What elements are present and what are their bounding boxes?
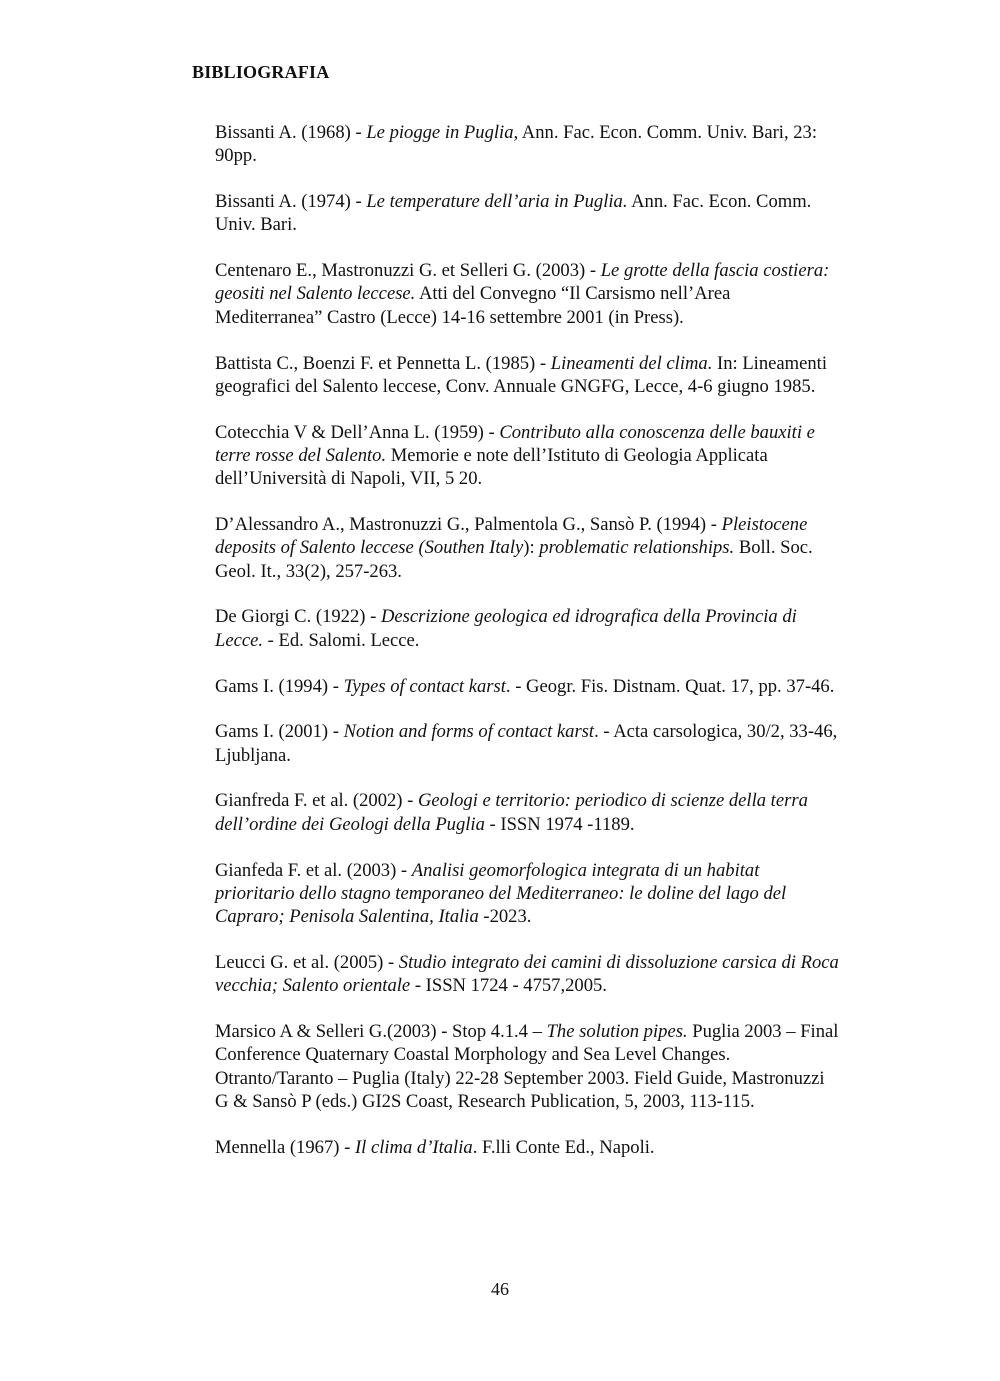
reference-entry: De Giorgi C. (1922) - Descrizione geologica ed idrografica della Provincia di Lecce. - Ed. Salomi. Lecce. <box>215 606 797 651</box>
reference-entry: Gianfeda F. et al. (2003) - Analisi geomorfologica integrata di un habitat prioritario dello stagno temporaneo del Mediterraneo: le doline del lago del Capraro; Penisola Salentina, Italia -2023. <box>215 859 787 928</box>
reference-entry: Gianfreda F. et al. (2002) - Geologi e territorio: periodico di scienze della terra dell’ordine dei Geologi della Puglia - ISSN 1974 -1189. <box>215 790 808 835</box>
page-number: 46 <box>491 1279 509 1299</box>
reference-entry: D’Alessandro A., Mastronuzzi G., Palmentola G., Sansò P. (1994) - Pleistocene deposits of Salento leccese (Southen Italy): problematic relationships. Boll. Soc. Geol. It., 33(2), 257-263. <box>215 514 813 582</box>
reference-entry: Bissanti A. (1974) - Le temperature dell’aria in Puglia. Ann. Fac. Econ. Comm. Univ. Bari. <box>215 191 812 236</box>
reference-entry: Centenaro E., Mastronuzzi G. et Selleri G. (2003) - Le grotte della fascia costiera: geositi nel Salento leccese. Atti del Convegno “Il Carsismo nell’Area Mediterranea” Castro (Lecce) 14-16 settembre 2001 (in Press). <box>215 260 830 328</box>
reference-entry: Gams I. (1994) - Types of contact karst. - Geogr. Fis. Distnam. Quat. 17, pp. 37-46. <box>215 675 835 697</box>
reference-entry: Bissanti A. (1968) - Le piogge in Puglia, Ann. Fac. Econ. Comm. Univ. Bari, 23: 90pp. <box>215 122 818 167</box>
reference-entry: Gams I. (2001) - Notion and forms of contact karst. - Acta carsologica, 30/2, 33-46, Ljubljana. <box>215 721 838 766</box>
reference-entry: Battista C., Boenzi F. et Pennetta L. (1985) - Lineamenti del clima. In: Lineamenti geografici del Salento leccese, Conv. Annuale GNGFG, Lecce, 4-6 giugno 1985. <box>215 352 827 397</box>
reference-list <box>215 121 840 1182</box>
reference-entry: Mennella (1967) - Il clima d’Italia. F.lli Conte Ed., Napoli. <box>215 1136 655 1158</box>
reference-entry: Cotecchia V & Dell’Anna L. (1959) - Contributo alla conoscenza delle bauxiti e terre rosse del Salento. Memorie e note dell’Istituto di Geologia Applicata dell’Università di Napoli, VII, 5 20. <box>215 421 815 490</box>
reference-entry: Marsico A & Selleri G.(2003) - Stop 4.1.4 – The solution pipes. Puglia 2003 – Final Conference Quaternary Coastal Morphology and Sea Level Changes. Otranto/Taranto – Puglia (Italy) 22-28 September 2003. Field Guide, Mastronuzzi G & Sansò P (eds.) GI2S Coast, Research Publication, 5, 2003, 113-115. <box>215 1021 839 1112</box>
reference-entry: Leucci G. et al. (2005) - Studio integrato dei camini di dissoluzione carsica di Roca vecchia; Salento orientale - ISSN 1724 - 4757,2005. <box>215 951 839 997</box>
page-title: BIBLIOGRAFIA <box>192 62 330 82</box>
